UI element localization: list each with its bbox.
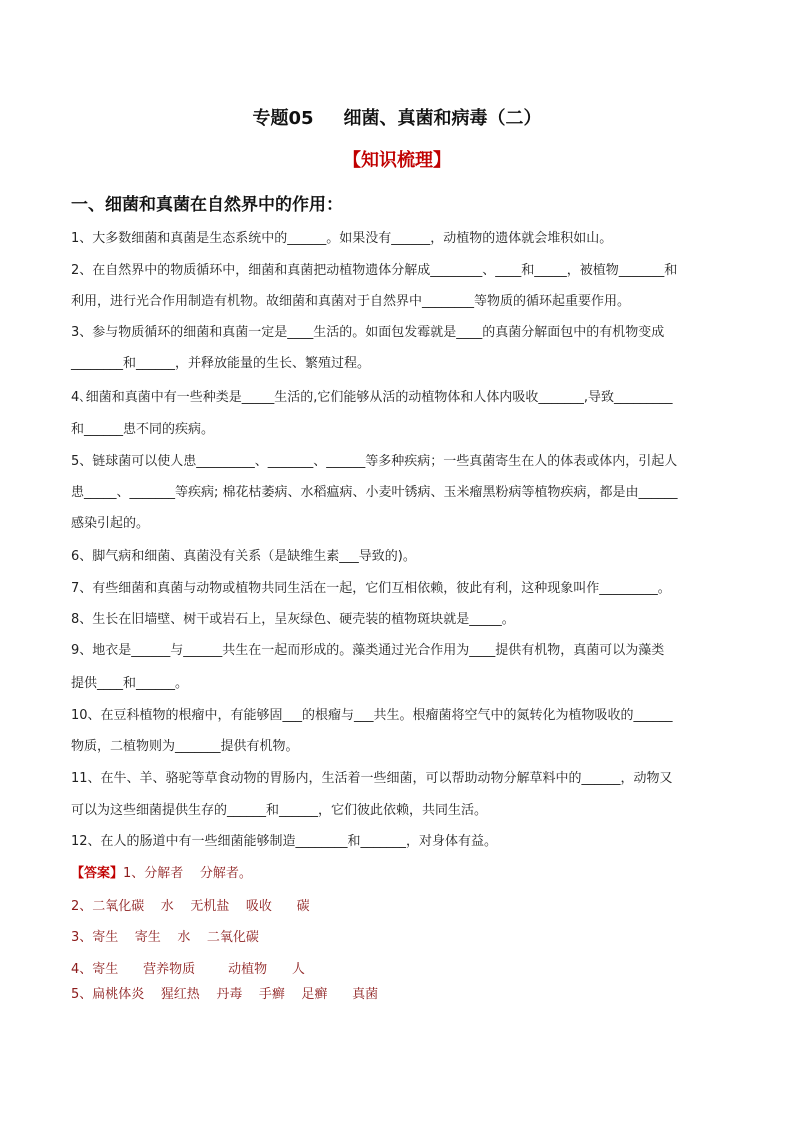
answer-label: 【答案】 <box>71 866 124 881</box>
question-line: 6、脚气病和细菌、真菌没有关系（是缺维生素___导致的)。 <box>71 549 416 564</box>
question-line: 利用，进行光合作用制造有机物。故细菌和真菌对于自然界中________等物质的循环起重要作用。 <box>71 294 631 309</box>
question-line: 2、在自然界中的物质循环中，细菌和真菌把动植物遗体分解成________、____和_____，被植物_______和 <box>71 263 678 278</box>
question-line: 10、在豆科植物的根瘤中，有能够固___的根瘤与___共生。根瘤菌将空气中的氮转化为植物吸收的______ <box>71 708 673 723</box>
answer-line: 5、扁桃体炎 猩红热 丹毒 手癣 足癣 真菌 <box>71 987 379 1002</box>
question-line: 患_____、_______等疾病; 棉花枯萎病、水稻瘟病、小麦叶锈病、玉米瘤黑粉病等植物疾病，都是由______ <box>71 485 678 500</box>
section-heading: 一、细菌和真菌在自然界中的作用： <box>71 195 343 215</box>
question-line: 7、有些细菌和真菌与动物或植物共同生活在一起，它们互相依赖，彼此有利，这种现象叫作_________。 <box>71 581 671 596</box>
question-line: 物质，二植物则为_______提供有机物。 <box>71 739 299 754</box>
question-line: 12、在人的肠道中有一些细菌能够制造________和_______，对身体有益。 <box>71 834 498 849</box>
question-line: 4､细菌和真菌中有一些种类是_____生活的,它们能够从活的动植物体和人体内吸收_______,导致_________ <box>71 390 673 405</box>
question-line: 3、参与物质循环的细菌和真菌一定是____生活的。如面包发霉就是____的真菌分解面包中的有机物变成 <box>71 325 665 340</box>
section-subtitle: 【知识梳理】 <box>343 150 451 171</box>
question-line: 和______患不同的疾病。 <box>71 422 215 437</box>
answer-line: 4、寄生 营养物质 动植物 人 <box>71 962 305 977</box>
answer-line: 2、二氧化碳 水 无机盐 吸收 碳 <box>71 899 310 914</box>
topic-title: 细菌、真菌和病毒（二） <box>343 108 542 129</box>
question-line: ________和______，并释放能量的生长、繁殖过程。 <box>71 356 371 371</box>
answer-text: 1、分解者 分解者。 <box>123 866 252 881</box>
question-line: 8、生长在旧墙壁、树干或岩石上，呈灰绿色、硬壳装的植物斑块就是_____。 <box>71 612 515 627</box>
topic-number: 专题05 <box>252 108 314 129</box>
question-line: 11、在牛、羊、骆驼等草食动物的胃肠内，生活着一些细菌，可以帮助动物分解草料中的______，动物又 <box>71 771 673 786</box>
answer-line: 3、寄生 寄生 水 二氧化碳 <box>71 930 259 945</box>
question-line: 可以为这些细菌提供生存的______和______，它们彼此依赖，共同生活。 <box>71 803 488 818</box>
question-line: 5、链球菌可以使人患_________、_______、______等多种疾病；一些真菌寄生在人的体表或体内，引起人 <box>71 454 678 469</box>
page-title <box>0 104 794 130</box>
question-line: 9、地衣是______与______共生在一起而形成的。藻类通过光合作用为____提供有机物，真菌可以为藻类 <box>71 643 665 658</box>
question-line: 提供____和______。 <box>71 676 189 691</box>
question-line: 1、大多数细菌和真菌是生态系统中的______。如果没有______，动植物的遗体就会堆积如山。 <box>71 231 613 246</box>
question-line: 感染引起的。 <box>71 516 150 531</box>
answer-line <box>71 864 723 884</box>
